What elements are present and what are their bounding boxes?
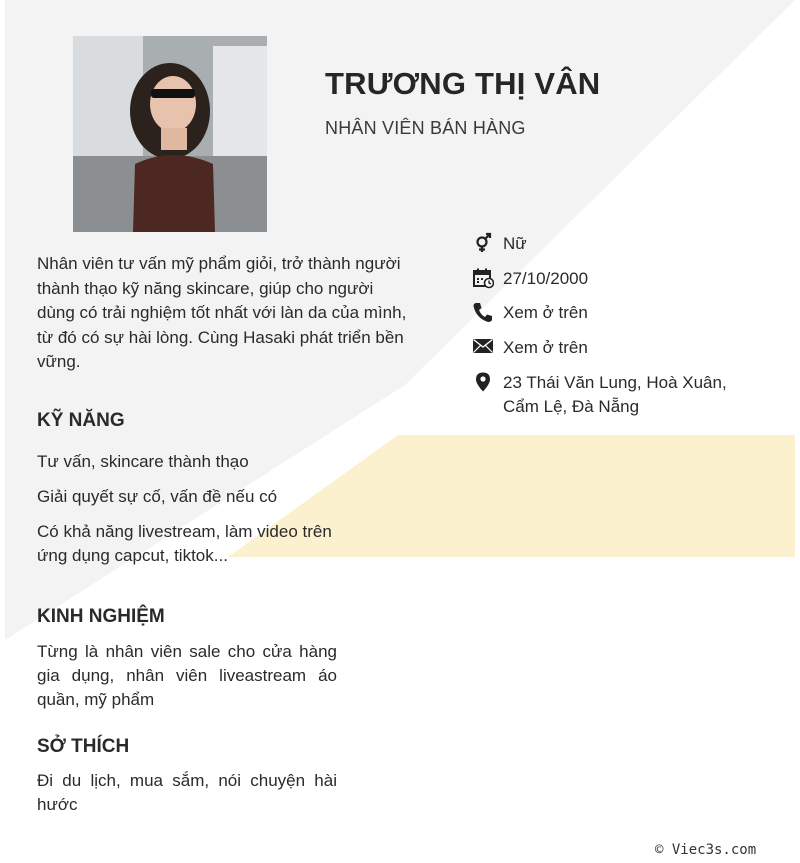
gender-value: Nữ [503, 234, 527, 253]
skill-item: Giải quyết sự cố, vấn đề nếu có [37, 487, 278, 506]
profile-photo [73, 36, 267, 232]
skill-item: Tư vấn, skincare thành thạo [37, 452, 249, 471]
address-value: 23 Thái Văn Lung, Hoà Xuân, Cẩm Lệ, Đà Nẵng [503, 373, 727, 416]
phone-icon [472, 301, 494, 323]
map-pin-icon [472, 371, 494, 393]
envelope-icon [472, 336, 494, 358]
email-value: Xem ở trên [503, 338, 588, 357]
job-title: NHÂN VIÊN BÁN HÀNG [325, 118, 526, 138]
experience-text: Từng là nhân viên sale cho cửa hàng gia dụng, nhân viên liveastream áo quần, mỹ phẩm [37, 642, 337, 709]
hobbies-heading: SỞ THÍCH [37, 736, 130, 757]
experience-heading: KINH NGHIỆM [37, 606, 165, 627]
candidate-name: TRƯƠNG THỊ VÂN [325, 66, 601, 101]
calendar-icon [472, 267, 494, 289]
skills-heading: KỸ NĂNG [37, 410, 125, 431]
copyright-text: © Viec3s.com [655, 842, 757, 858]
profile-summary: Nhân viên tư vấn mỹ phẩm giỏi, trở thành người thành thạo kỹ năng skincare, giúp cho người dùng có trải nghiệm tốt nhất với làn da của mình, từ đó có sự hài lòng. Cùng Hasaki phát triển bền vững. [37, 254, 407, 372]
phone-value: Xem ở trên [503, 303, 588, 322]
hobbies-text: Đi du lịch, mua sắm, nói chuyện hài hước [37, 771, 337, 814]
birthday-value: 27/10/2000 [503, 269, 589, 288]
gender-icon [472, 232, 494, 254]
skill-item: Có khả năng livestream, làm video trên ứng dụng capcut, tiktok... [37, 522, 332, 565]
